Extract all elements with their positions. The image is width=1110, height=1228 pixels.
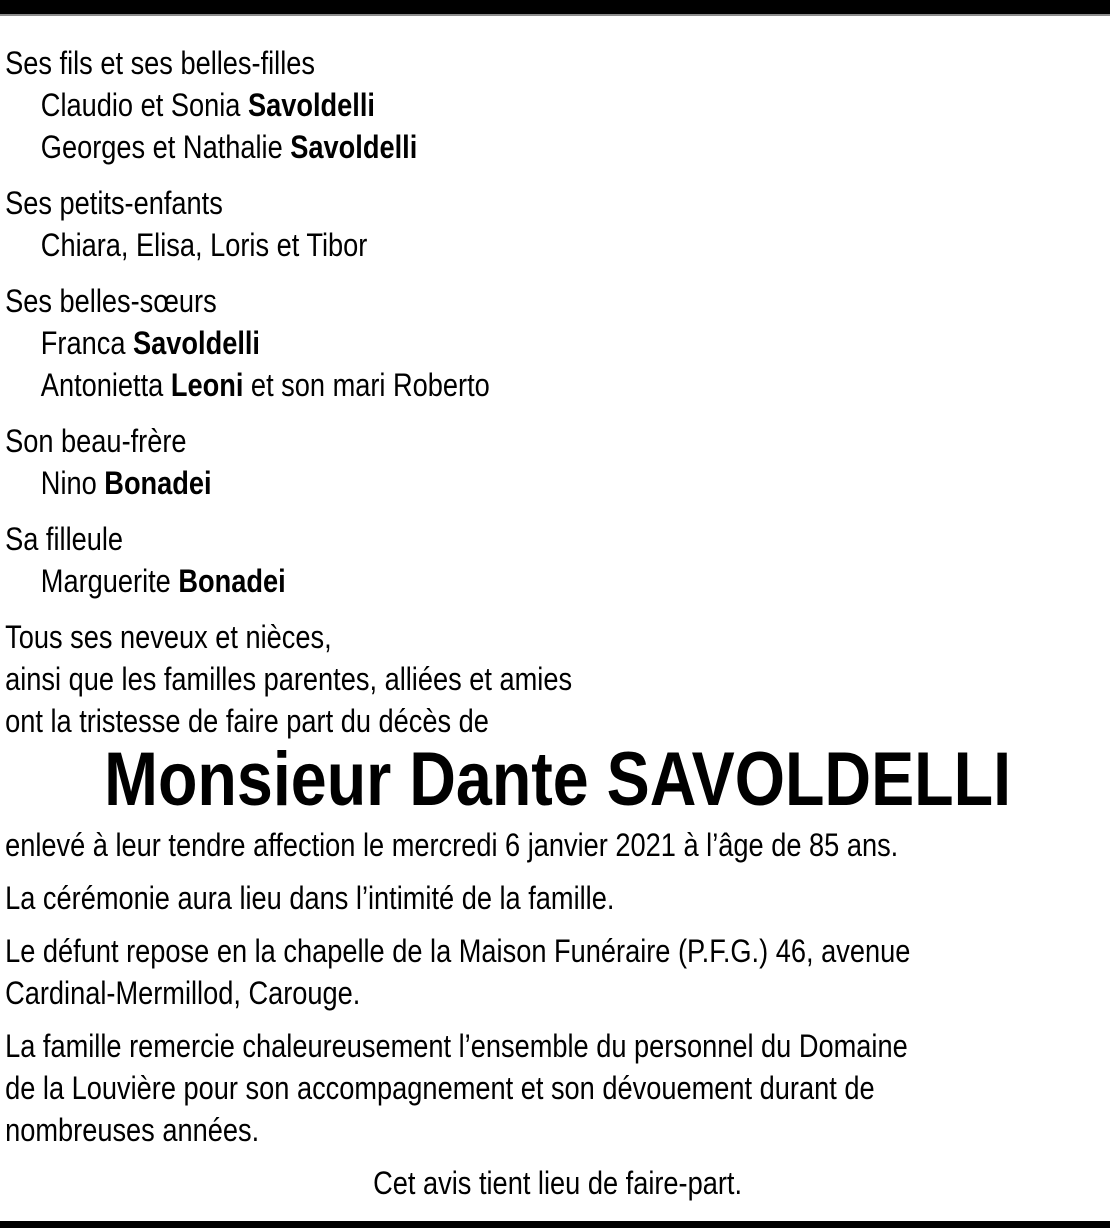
section-header: Son beau-frère — [5, 423, 187, 459]
section-header: Ses fils et ses belles-filles — [5, 45, 315, 81]
surname-bold: Bonadei — [104, 465, 212, 501]
surname-bold: Savoldelli — [133, 325, 260, 361]
bottom-black-bar — [0, 1221, 1110, 1228]
entry-line — [5, 126, 1110, 168]
entry-line — [5, 224, 1110, 266]
entry-line — [5, 560, 1110, 602]
deceased-name-title: Monsieur Dante SAVOLDELLI — [104, 737, 1012, 822]
surname-bold: Savoldelli — [290, 129, 418, 165]
notice-content — [0, 16, 1110, 1204]
surname-bold: Bonadei — [178, 563, 286, 599]
family-section-brother-in-law — [5, 420, 1110, 504]
repose-line: Le défunt repose en la chapelle de la Maison Funéraire (P.F.G.) 46, avenue — [5, 933, 911, 969]
section-header: Ses belles-sœurs — [5, 283, 217, 319]
repose-line: Cardinal-Mermillod, Carouge. — [5, 975, 361, 1011]
entry-text: Nino — [40, 465, 105, 501]
entry-text: Antonietta — [40, 367, 171, 403]
section-header: Ses petits-enfants — [5, 185, 223, 221]
repose-paragraph — [5, 930, 1110, 1014]
entry-line — [5, 322, 1110, 364]
closing-line: ainsi que les familles parentes, alliées et amies — [5, 661, 573, 697]
surname-bold: Savoldelli — [247, 87, 375, 123]
top-black-bar — [0, 0, 1110, 16]
entry-line — [5, 364, 1110, 406]
entry-text: Claudio et Sonia — [40, 87, 248, 123]
closing-line: Tous ses neveux et nièces, — [5, 619, 332, 655]
death-announcement: enlevé à leur tendre affection le mercredi 6 janvier 2021 à l’âge de 85 ans. — [5, 827, 899, 863]
family-section-grandchildren — [5, 182, 1110, 266]
entry-text: Marguerite — [40, 563, 179, 599]
thanks-line: nombreuses années. — [5, 1112, 260, 1148]
entry-line — [5, 84, 1110, 126]
entry-text: Chiara, Elisa, Loris et Tibor — [40, 227, 368, 263]
section-header: Sa filleule — [5, 521, 124, 557]
entry-text: et son mari Roberto — [243, 367, 490, 403]
entry-text: Franca — [40, 325, 134, 361]
family-section-sons — [5, 42, 1110, 168]
entry-line — [5, 462, 1110, 504]
surname-bold: Leoni — [170, 367, 244, 403]
thanks-paragraph — [5, 1025, 1110, 1151]
footer-note: Cet avis tient lieu de faire-part. — [373, 1165, 743, 1201]
thanks-line: La famille remercie chaleureusement l’ensemble du personnel du Domaine — [5, 1028, 908, 1064]
entry-text: Georges et Nathalie — [40, 129, 291, 165]
family-section-sisters-in-law — [5, 280, 1110, 406]
thanks-line: de la Louvière pour son accompagnement et son dévouement durant de — [5, 1070, 875, 1106]
family-section-goddaughter — [5, 518, 1110, 602]
closing-line: ont la tristesse de faire part du décès de — [5, 703, 489, 739]
ceremony-paragraph: La cérémonie aura lieu dans l’intimité de la famille. — [5, 880, 615, 916]
closing-paragraph — [5, 616, 1110, 742]
